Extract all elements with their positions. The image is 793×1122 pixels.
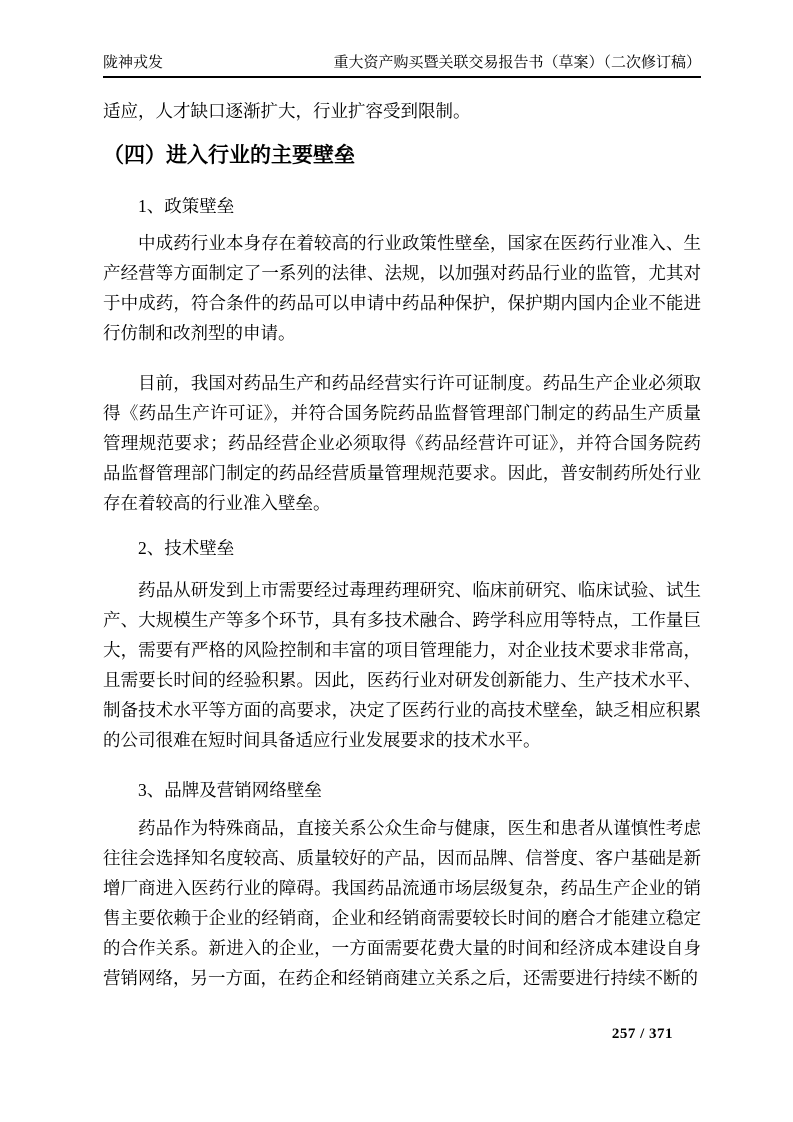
section-heading: （四）进入行业的主要壁垒 <box>103 144 355 167</box>
header-right-text: 重大资产购买暨关联交易报告书（草案）（二次修订稿） <box>333 55 701 71</box>
paragraph: 中成药行业本身存在着较高的行业政策性壁垒，国家在医药行业准入、生产经营等方面制定了一系列的法律、法规，以加强对药品行业的监管，尤其对于中成药，符合条件的药品可以申请中药品种保护，保护期内国内企业不能进行仿制和改剂型的申请。 <box>103 233 701 343</box>
subsection-title-technology: 2、技术壁垒 <box>138 538 235 558</box>
intro-paragraph: 适应，人才缺口逐渐扩大，行业扩容受到限制。 <box>103 101 471 121</box>
paragraph: 药品作为特殊商品，直接关系公众生命与健康，医生和患者从谨慎性考虑往往会选择知名度较高、质量较好的产品，因而品牌、信誉度、客户基础是新增厂商进入医药行业的障碍。我国药品流通市场层级复杂，药品生产企业的销售主要依赖于企业的经销商，企业和经销商需要较长时间的磨合才能建立稳定的合作关系。新进入的企业，一方面需要花费大量的时间和经济成本建设自身营销网络，另一方面，在药企和经销商建立关系之后，还需要进行持续不断的 <box>103 818 701 988</box>
document-header <box>103 54 701 78</box>
page-number: 257 / 371 <box>611 1026 673 1042</box>
paragraph: 药品从研发到上市需要经过毒理药理研究、临床前研究、临床试验、试生产、大规模生产等多个环节，具有多技术融合、跨学科应用等特点，工作量巨大，需要有严格的风险控制和丰富的项目管理能力，对企业技术要求非常高，且需要长时间的经验积累。因此，医药行业对研发创新能力、生产技术水平、制备技术水平等方面的高要求，决定了医药行业的高技术壁垒，缺乏相应积累的公司很难在短时间具备适应行业发展要求的技术水平。 <box>103 580 701 750</box>
header-left-text: 陇神戎发 <box>103 55 164 71</box>
paragraph: 目前，我国对药品生产和药品经营实行许可证制度。药品生产企业必须取得《药品生产许可证》，并符合国务院药品监督管理部门制定的药品生产质量管理规范要求；药品经营企业必须取得《药品经营许可证》，并符合国务院药品监督管理部门制定的药品经营质量管理规范要求。因此，普安制药所处行业存在着较高的行业准入壁垒。 <box>103 373 701 513</box>
document-content <box>103 96 701 993</box>
subsection-title-policy: 1、政策壁垒 <box>138 196 235 216</box>
subsection-title-brand-network: 3、品牌及营销网络壁垒 <box>138 780 322 800</box>
